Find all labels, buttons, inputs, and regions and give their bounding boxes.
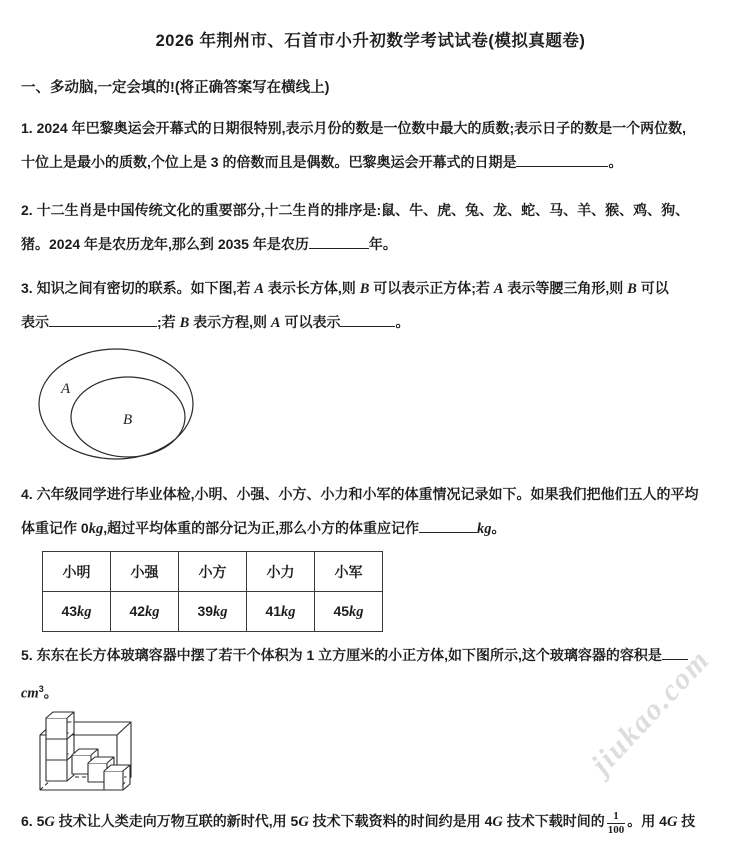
question-text: 。用 4 bbox=[627, 813, 667, 829]
table-value-cell: 45kg bbox=[315, 592, 383, 632]
question-text: 6. 5 bbox=[21, 813, 45, 829]
math-variable: A bbox=[493, 281, 504, 297]
answer-blank bbox=[49, 324, 157, 327]
superscript: 3 bbox=[38, 684, 44, 694]
question-text: 年。 bbox=[368, 236, 397, 252]
question-text: 。 bbox=[491, 520, 506, 536]
math-variable: G bbox=[666, 814, 678, 830]
answer-blank bbox=[309, 246, 369, 249]
table-value-row bbox=[43, 592, 383, 632]
question-line bbox=[21, 271, 720, 305]
question-line bbox=[21, 111, 720, 145]
question-text: 表示长方体,则 bbox=[264, 280, 360, 296]
question-4 bbox=[21, 477, 720, 545]
answer-blank bbox=[419, 530, 477, 533]
question-text: 体重记作 0 bbox=[21, 520, 89, 536]
question-text: 。 bbox=[43, 684, 58, 701]
math-variable: G bbox=[492, 814, 503, 830]
question-line bbox=[21, 193, 720, 227]
question-line bbox=[21, 305, 720, 339]
unit-cube-row bbox=[72, 749, 130, 790]
question-5 bbox=[21, 638, 720, 706]
math-variable: B bbox=[179, 315, 190, 331]
question-text: 。 bbox=[608, 154, 623, 170]
question-text: 。 bbox=[395, 314, 410, 330]
question-text: 可以 bbox=[636, 280, 669, 296]
question-text: 技术让人类走向万物互联的新时代,用 5 bbox=[54, 813, 299, 829]
question-line bbox=[21, 145, 720, 179]
question-text: 可以表示正方体;若 bbox=[369, 280, 494, 296]
question-text: 可以表示 bbox=[280, 314, 341, 330]
question-1 bbox=[21, 111, 720, 179]
cuboid-figure bbox=[28, 708, 178, 801]
question-text: 3. 知识之间有密切的联系。如下图,若 bbox=[21, 280, 255, 296]
fraction: $\frac{1}{100}$ bbox=[607, 810, 625, 836]
math-variable: B bbox=[359, 281, 370, 297]
table-value-cell: 39kg bbox=[179, 592, 247, 632]
question-line bbox=[21, 801, 720, 841]
question-text: 十位上是最小的质数,个位上是 3 的倍数而且是偶数。巴黎奥运会开幕式的日期是 bbox=[21, 154, 517, 170]
question-line bbox=[21, 672, 720, 706]
question-text: 技 bbox=[677, 813, 696, 829]
page-title: 2026 年荆州市、石首市小升初数学考试试卷(模拟真题卷) bbox=[155, 32, 586, 50]
question-3 bbox=[21, 271, 720, 339]
question-2 bbox=[21, 193, 720, 261]
question-text: 表示方程,则 bbox=[189, 314, 271, 330]
math-variable: B bbox=[627, 281, 637, 297]
table-value-cell: 43kg bbox=[43, 592, 111, 632]
section-heading: 一、多动脑,一定会填的!(将正确答案写在横线上) bbox=[21, 80, 330, 96]
question-text: ;若 bbox=[157, 314, 180, 330]
answer-blank bbox=[516, 164, 608, 167]
venn-label-a: A bbox=[61, 381, 71, 397]
table-value-cell: 41kg bbox=[247, 592, 315, 632]
table-header-cell: 小明 bbox=[43, 552, 111, 592]
math-variable: cm bbox=[21, 685, 39, 702]
table-header-cell: 小军 bbox=[315, 552, 383, 592]
table-header-row bbox=[43, 552, 383, 592]
question-text: ,超过平均体重的部分记为正,那么小方的体重应记作 bbox=[103, 520, 419, 536]
question-text: 技术下载资料的时间约是用 4 bbox=[308, 813, 493, 829]
question-6 bbox=[21, 801, 720, 841]
math-variable: G bbox=[298, 814, 309, 830]
watermark: jiukao.com bbox=[585, 642, 717, 781]
question-line bbox=[21, 511, 720, 545]
math-variable: G bbox=[44, 814, 55, 830]
math-variable: kg bbox=[476, 521, 492, 537]
question-text: 猪。2024 年是农历龙年,那么到 2035 年是农历 bbox=[21, 236, 309, 252]
answer-blank bbox=[662, 657, 688, 660]
question-text: 表示等腰三角形,则 bbox=[503, 280, 628, 296]
question-line bbox=[21, 638, 720, 672]
table-value-cell: 42kg bbox=[111, 592, 179, 632]
venn-diagram bbox=[35, 345, 205, 469]
question-text: 1. 2024 年巴黎奥运会开幕式的日期很特别,表示月份的数是一位数中最大的质数;表示日子的数是一个两位数, bbox=[21, 120, 687, 136]
table-header-cell: 小强 bbox=[111, 552, 179, 592]
math-variable: A bbox=[254, 281, 265, 297]
math-variable: kg bbox=[88, 521, 104, 537]
question-text: 2. 十二生肖是中国传统文化的重要部分,十二生肖的排序是:鼠、牛、虎、兔、龙、蛇、马、羊、猴、鸡、狗、 bbox=[21, 202, 690, 218]
question-text: 5. 东东在长方体玻璃容器中摆了若干个体积为 1 立方厘米的小正方体,如下图所示,这个玻璃容器的容积是 bbox=[21, 647, 662, 663]
venn-label-b: B bbox=[123, 412, 133, 428]
question-line bbox=[21, 227, 720, 261]
table-header-cell: 小力 bbox=[247, 552, 315, 592]
venn-outer-ellipse bbox=[39, 349, 193, 459]
weight-table bbox=[42, 551, 383, 632]
math-variable: A bbox=[270, 315, 281, 331]
answer-blank bbox=[340, 324, 395, 327]
question-text: 技术下载时间的 bbox=[502, 813, 605, 829]
question-line bbox=[21, 477, 720, 511]
table-header-cell: 小方 bbox=[179, 552, 247, 592]
question-text: 表示 bbox=[21, 314, 49, 330]
question-text: 4. 六年级同学进行毕业体检,小明、小强、小方、小力和小军的体重情况记录如下。如果我们把他们五人的平均 bbox=[21, 486, 699, 502]
